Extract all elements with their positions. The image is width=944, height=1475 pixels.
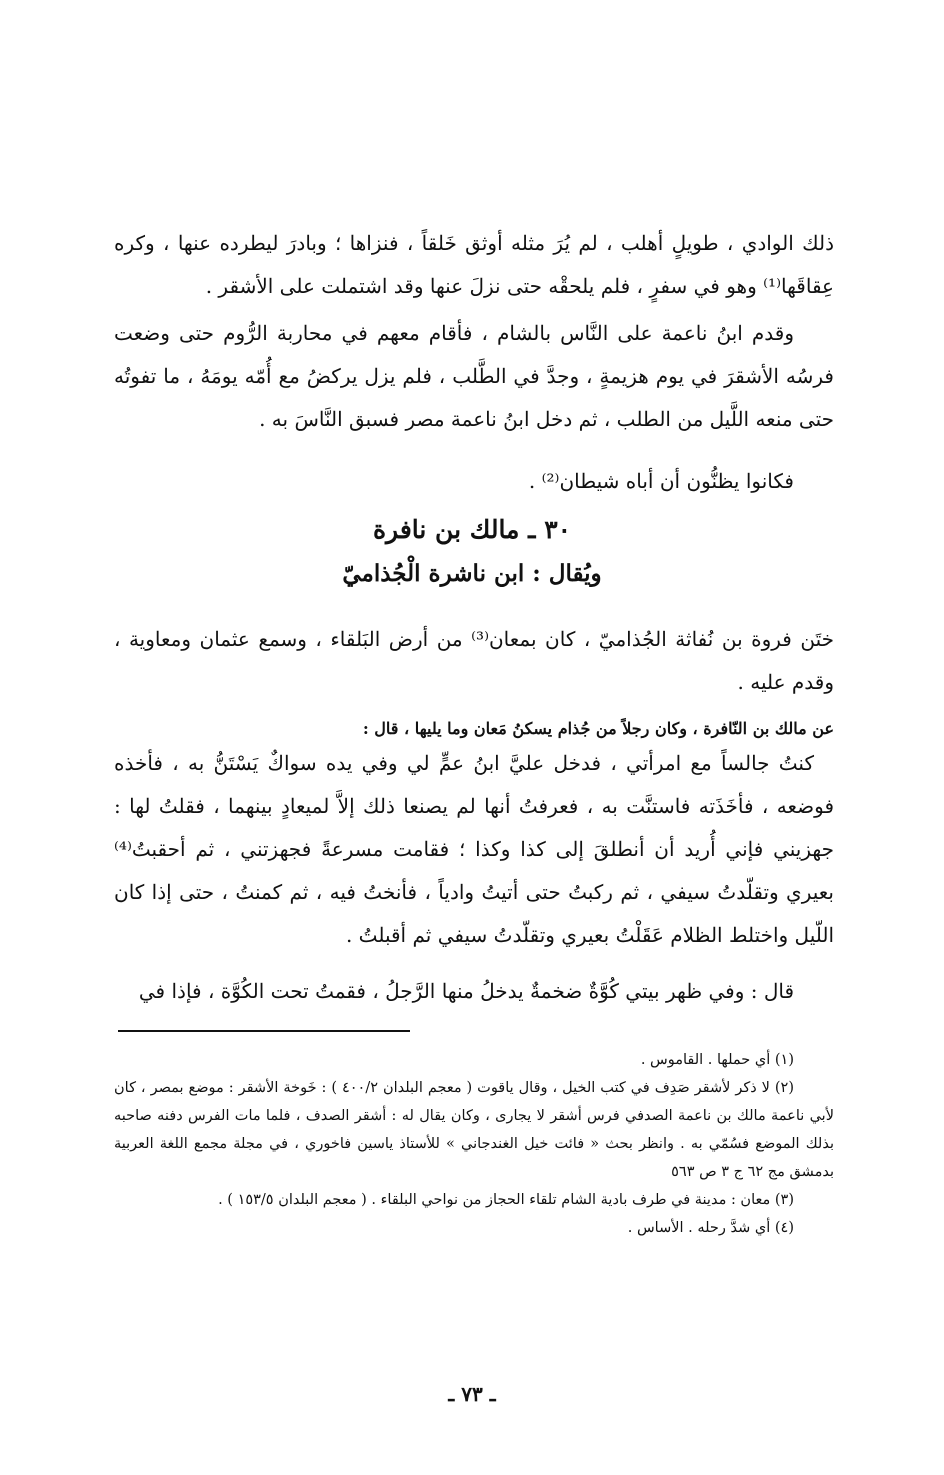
continuation-paragraph: قال : وفي ظهر بيتي كُوَّةٌ ضخمةٌ يدخلُ منها الرَّجلُ ، فقمتُ تحت الكُوَّة ، فإذا في	[138, 979, 794, 1003]
narration-block	[114, 716, 834, 957]
paragraph-block-1	[114, 222, 834, 308]
section-subtitle: ويُقال : ابن ناشرة الْجُذاميّ	[342, 560, 602, 587]
footnote-2: (٢) لا ذكر لأشقر صَدِف في كتب الخيل ، وقال ياقوت ( معجم البلدان ٤٠٠/٢ ) : خَوخة الأشقر : موضع بمصر ، كان لأبي ناعمة مالك بن ناعمة الصدفي فرس أشقر لا يجارى ، وكان يقال له : أشقر الصدف ، فلما مات الفرس دفنه صاحبه بذلك الموضع فسُمّي به . وانظر بحث « فائت خيل الغندجاني » للأستاذ ياسين فاخوري ، في مجلة مجمع اللغة العربية بدمشق مج ٦٢ ج ٣ ص ٥٦٣	[114, 1080, 834, 1180]
narration-paragraph: كنتُ جالساً مع امرأتي ، فدخل عليَّ ابنُ عمٍّ لي وفي يده سواكٌ يَسْتَنُّ به ، فأخذه فوضعه ، فأخَذَته فاستنَّت به ، فعرفتُ أنها لم يصنعا ذلك إلاَّ لميعادٍ بينهما ، فقلتُ لها : جهزيني فإني أُريد أن أنطلقَ إلى كذا وكذا ؛ فقامت مسرعةً فجهزتني ، ثم أحقبتُ⁽⁴⁾ بعيري وتقلّدتُ سيفي ، ثم ركبتُ حتى أتيتُ وادياً ، فأنختُ فيه ، ثم كمنتُ ، حتى إذا كان اللّيل واختلط الظلام عَقَلْتُ بعيري وتقلّدتُ سيفي ثم أقبلتُ .	[114, 751, 834, 947]
paragraph-block-3	[114, 460, 834, 503]
footnotes	[114, 1046, 834, 1242]
paragraph-father-shaitan: فكانوا يظنُّون أن أباه شيطان⁽²⁾ .	[528, 469, 794, 493]
footnote-4: (٤) أي شدَّ رحله . الأساس .	[627, 1220, 794, 1236]
isnad-line: عن مالك بن النّافرة ، وكان رجلاً من جُذام يسكنُ مَعان وما يليها ، قال :	[362, 719, 834, 738]
paragraph-ibn-naima: وقدم ابنُ ناعمة على النَّاس بالشام ، فأقام معهم في محاربة الرُّوم حتى وضعت فرسُه الأشقرَ في يوم هزيمةٍ ، وجدَّ في الطَّلب ، فلم يزل يركضُ مع أُمّه يومَهُ ، ما تفوتُه حتى منعه اللَّيل من الطلب ، ثم دخل ابنُ ناعمة مصر فسبق النَّاسَ به .	[114, 321, 834, 431]
biography-paragraph: ختَن فروة بن نُفاثة الجُذاميّ ، كان بمعان⁽³⁾ من أرض البَلقاء ، وسمع عثمان ومعاوية ، وقدم عليه .	[114, 627, 834, 694]
footnote-3: (٣) معان : مدينة في طرف بادية الشام تلقاء الحجاز من نواحي البلقاء . ( معجم البلدان ١٥٣/٥ ) .	[218, 1192, 794, 1208]
paragraph-block-2	[114, 312, 834, 441]
paragraph-continuation: ذلك الوادي ، طويلٍ أهلب ، لم يُرَ مثله أوثق خَلقاً ، فنزاها ؛ وبادرَ ليطرده عنها ، وكره عِقاقَها⁽¹⁾ وهو في سفرٍ ، فلم يلحقْه حتى نزلَ عنها وقد اشتملت على الأشقر .	[114, 231, 834, 298]
page-number: ـ ٧٣ ـ	[448, 1382, 496, 1406]
section-heading: ٣٠ ـ مالك بن نافرة	[372, 515, 572, 544]
biography-block	[114, 618, 834, 704]
continuation-block	[114, 970, 834, 1013]
footnote-1: (١) أي حملها . القاموس .	[640, 1052, 794, 1068]
footnote-divider	[118, 1030, 410, 1032]
